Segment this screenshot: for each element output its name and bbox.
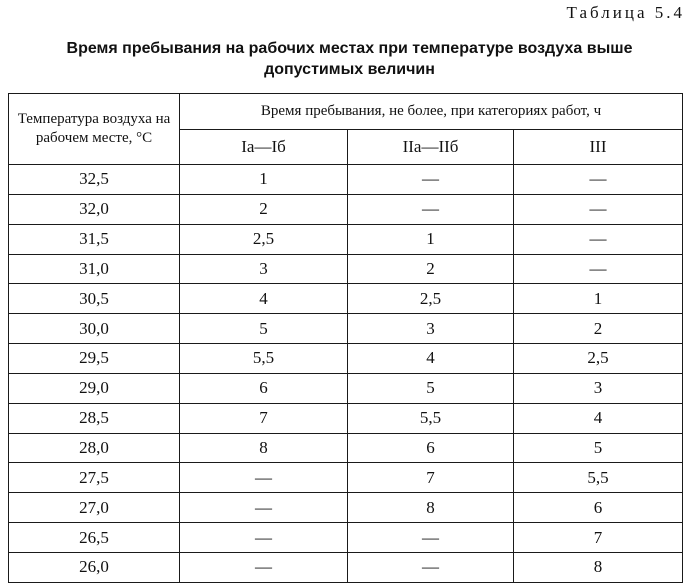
time-cell: — xyxy=(180,463,348,493)
table-title xyxy=(8,38,691,80)
temperature-cell: 29,0 xyxy=(9,373,180,403)
table-row xyxy=(9,194,683,224)
time-cell: 5 xyxy=(514,433,683,463)
time-cell: 5,5 xyxy=(180,344,348,374)
time-cell: 2 xyxy=(348,254,514,284)
time-cell: 3 xyxy=(348,314,514,344)
time-cell: 6 xyxy=(514,493,683,523)
time-cell: 3 xyxy=(180,254,348,284)
table-number: Таблица 5.4 xyxy=(566,3,685,22)
category-header-3: III xyxy=(514,129,683,165)
time-cell: — xyxy=(180,523,348,553)
table-row xyxy=(9,463,683,493)
time-cell: 2 xyxy=(514,314,683,344)
time-cell: — xyxy=(348,523,514,553)
time-cell: 5 xyxy=(180,314,348,344)
temperature-cell: 29,5 xyxy=(9,344,180,374)
temperature-column-header: Температура воздуха на рабочем месте, °С xyxy=(9,94,180,165)
time-cell: — xyxy=(514,224,683,254)
table-row xyxy=(9,373,683,403)
table-row xyxy=(9,493,683,523)
temperature-cell: 31,0 xyxy=(9,254,180,284)
temperature-cell: 31,5 xyxy=(9,224,180,254)
time-span-header: Время пребывания, не более, при категориях работ, ч xyxy=(180,94,683,130)
time-cell: — xyxy=(180,493,348,523)
table-row xyxy=(9,523,683,553)
time-cell: — xyxy=(514,194,683,224)
table-row xyxy=(9,284,683,314)
time-cell: 6 xyxy=(348,433,514,463)
time-cell: 7 xyxy=(514,523,683,553)
time-cell: 6 xyxy=(180,373,348,403)
temperature-cell: 30,5 xyxy=(9,284,180,314)
table-row xyxy=(9,254,683,284)
time-cell: 8 xyxy=(348,493,514,523)
time-cell: 5 xyxy=(348,373,514,403)
time-cell: 7 xyxy=(180,403,348,433)
time-cell: 2,5 xyxy=(514,344,683,374)
time-cell: 5,5 xyxy=(348,403,514,433)
time-cell: 8 xyxy=(514,552,683,582)
time-cell: 1 xyxy=(514,284,683,314)
time-cell: 1 xyxy=(180,165,348,195)
table-body xyxy=(9,165,683,583)
time-cell: 1 xyxy=(348,224,514,254)
table-row xyxy=(9,403,683,433)
time-cell: 3 xyxy=(514,373,683,403)
temperature-cell: 27,5 xyxy=(9,463,180,493)
time-cell: — xyxy=(348,165,514,195)
time-cell: — xyxy=(180,552,348,582)
time-cell: 4 xyxy=(348,344,514,374)
time-cell: 5,5 xyxy=(514,463,683,493)
temperature-cell: 32,0 xyxy=(9,194,180,224)
time-cell: — xyxy=(348,194,514,224)
time-cell: 7 xyxy=(348,463,514,493)
table-row xyxy=(9,314,683,344)
table-row xyxy=(9,165,683,195)
title-line-2: допустимых величин xyxy=(264,61,435,78)
time-cell: 2,5 xyxy=(348,284,514,314)
category-header-1: Ia—Iб xyxy=(180,129,348,165)
title-line-1: Время пребывания на рабочих местах при температуре воздуха выше xyxy=(66,40,633,57)
temperature-cell: 30,0 xyxy=(9,314,180,344)
time-cell: — xyxy=(348,552,514,582)
temperature-cell: 28,0 xyxy=(9,433,180,463)
time-cell: 2,5 xyxy=(180,224,348,254)
table-row xyxy=(9,344,683,374)
data-table xyxy=(8,93,683,583)
time-cell: 4 xyxy=(180,284,348,314)
temperature-cell: 28,5 xyxy=(9,403,180,433)
time-cell: 2 xyxy=(180,194,348,224)
table-row xyxy=(9,433,683,463)
table-row xyxy=(9,552,683,582)
time-cell: 4 xyxy=(514,403,683,433)
temperature-cell: 32,5 xyxy=(9,165,180,195)
category-header-2: IIa—IIб xyxy=(348,129,514,165)
temperature-cell: 27,0 xyxy=(9,493,180,523)
temperature-cell: 26,5 xyxy=(9,523,180,553)
table-row xyxy=(9,224,683,254)
time-cell: — xyxy=(514,254,683,284)
temperature-cell: 26,0 xyxy=(9,552,180,582)
time-cell: 8 xyxy=(180,433,348,463)
time-cell: — xyxy=(514,165,683,195)
